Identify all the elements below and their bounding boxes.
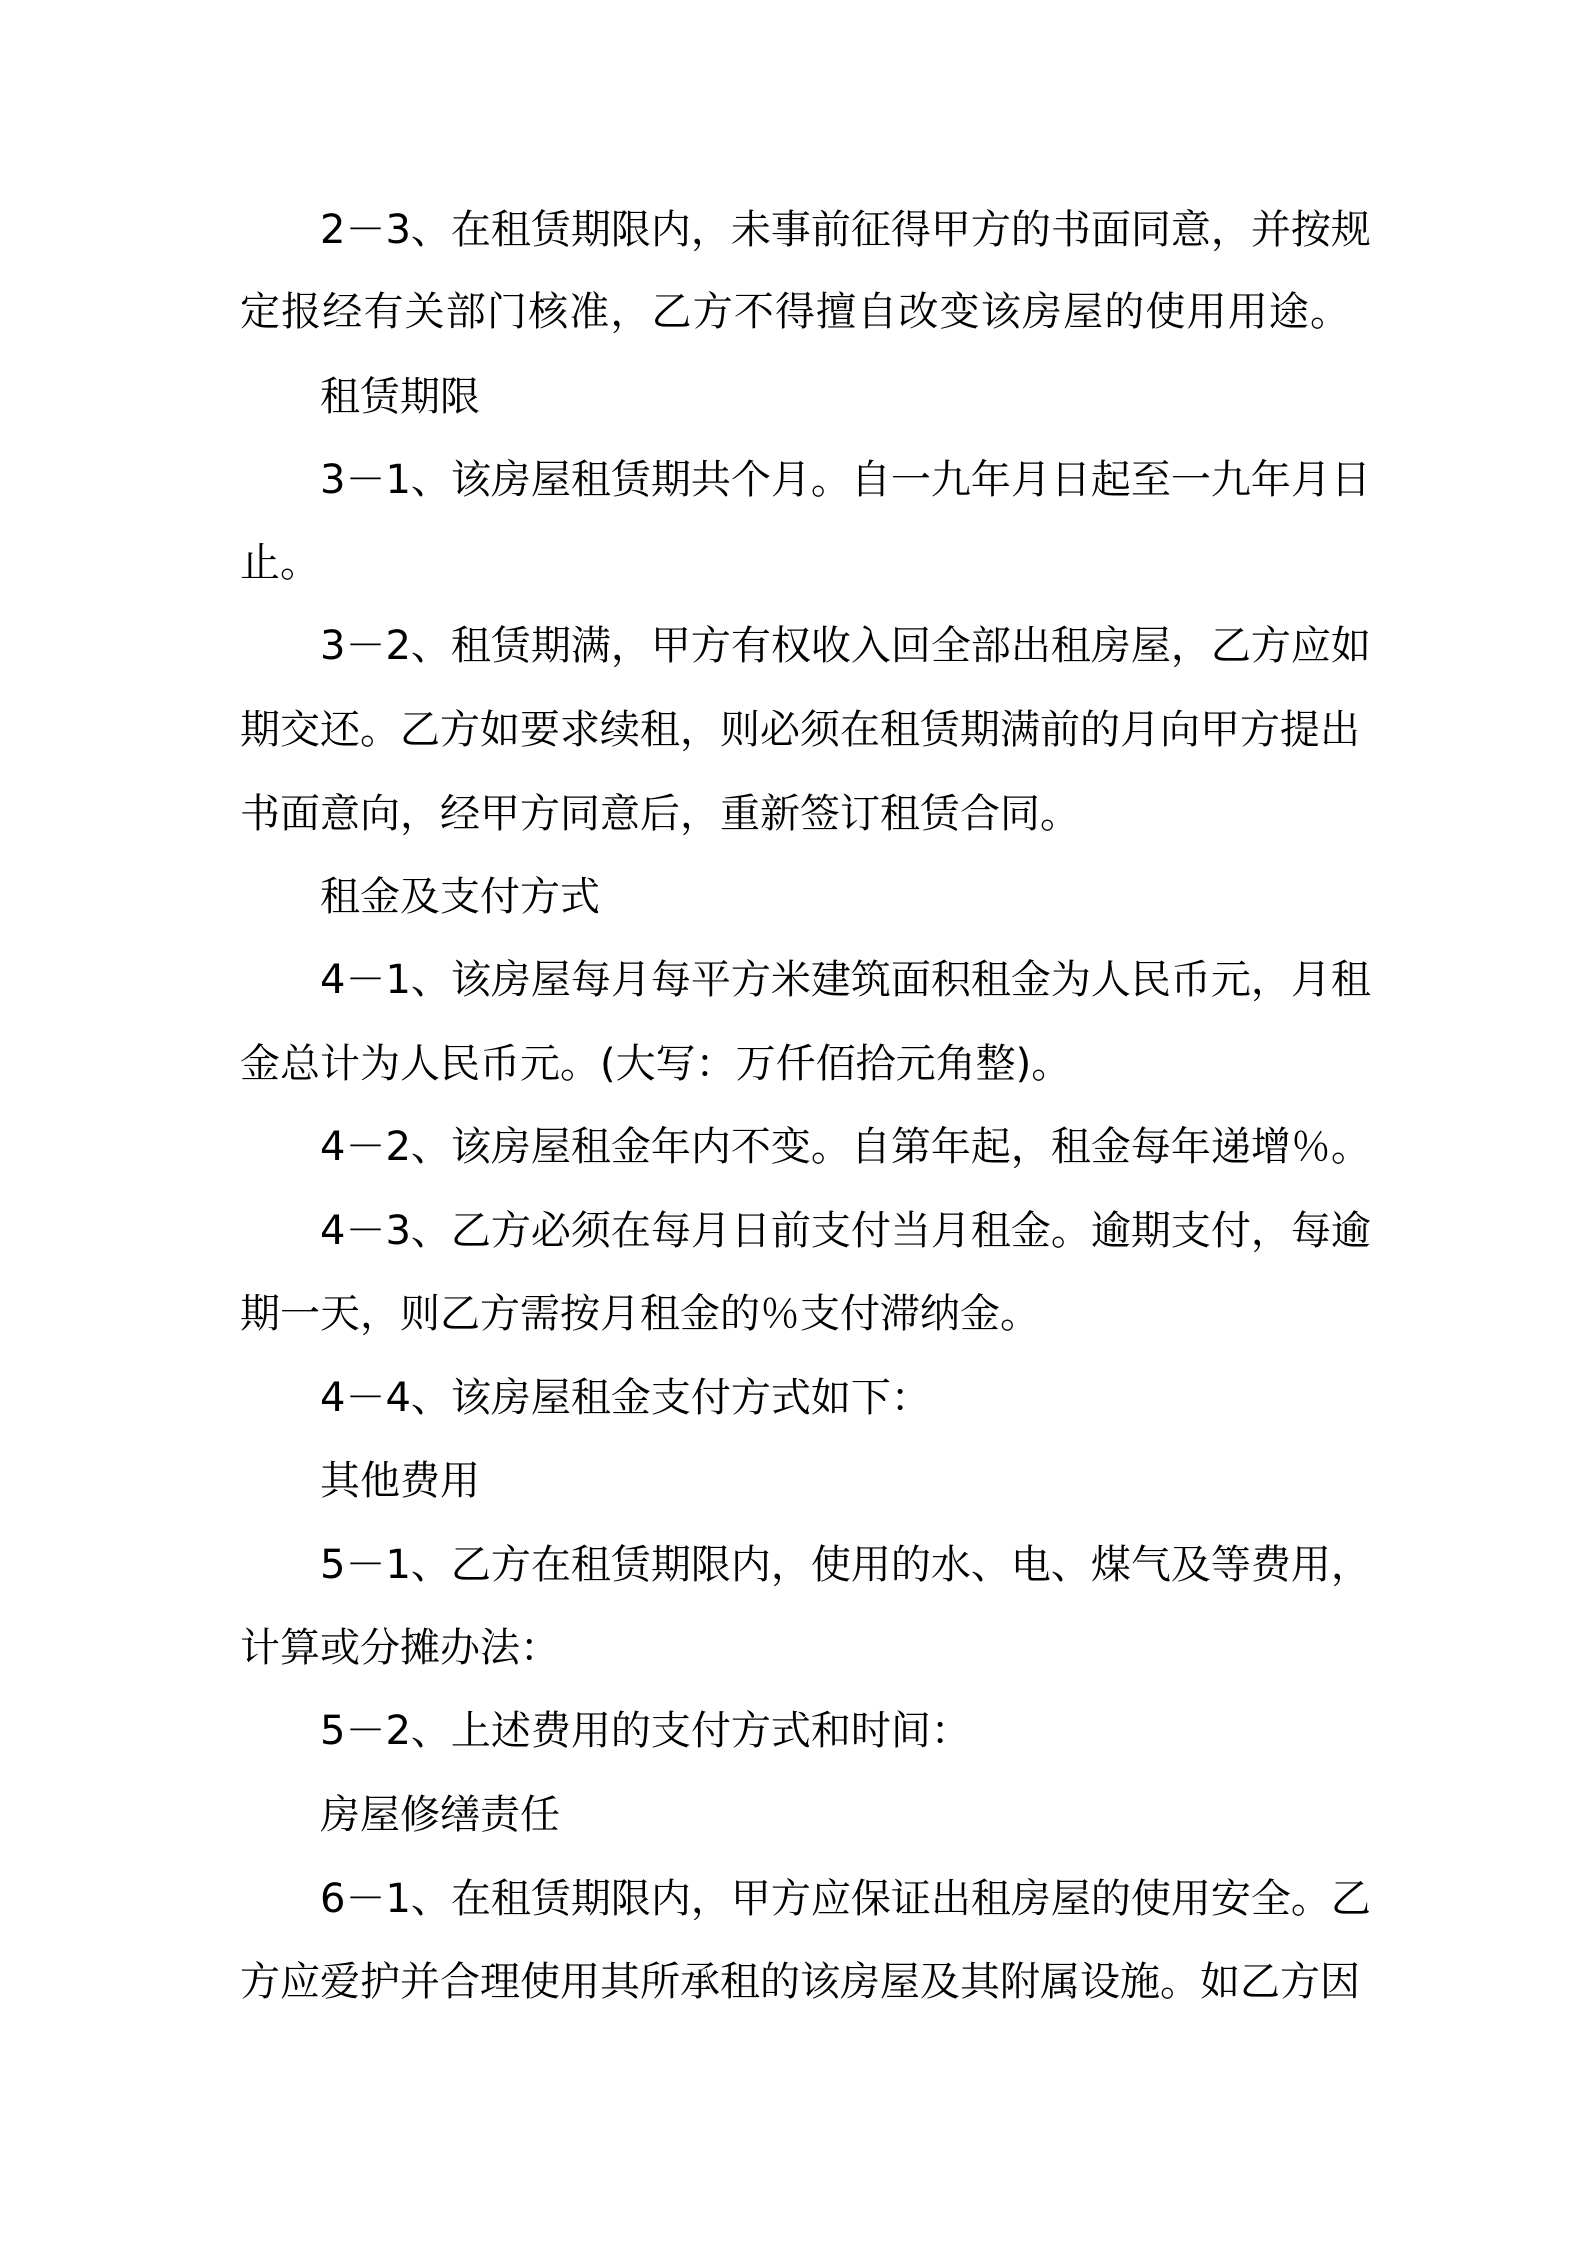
paragraph-5-2: 5－2、上述费用的支付方式和时间：	[320, 1708, 971, 1754]
paragraph-4-2: 4－2、该房屋租金年内不变。自第年起，租金每年递增％。	[320, 1124, 1371, 1170]
paragraph-3-1-line-2: 止。	[240, 540, 320, 586]
paragraph-3-2-line-2: 期交还。乙方如要求续租，则必须在租赁期满前的月向甲方提出	[240, 707, 1360, 753]
heading-repair-responsibility: 房屋修缮责任	[320, 1792, 560, 1838]
paragraph-4-4: 4－4、该房屋租金支付方式如下：	[320, 1375, 931, 1421]
paragraph-3-2-line-1: 3－2、租赁期满，甲方有权收入回全部出租房屋，乙方应如	[320, 623, 1371, 669]
heading-lease-term: 租赁期限	[320, 374, 480, 420]
paragraph-3-2-line-3: 书面意向，经甲方同意后，重新签订租赁合同。	[240, 791, 1080, 837]
paragraph-4-3-line-2: 期一天，则乙方需按月租金的％支付滞纳金。	[240, 1291, 1040, 1337]
paragraph-4-1-line-2: 金总计为人民币元。(大写：万仟佰拾元角整)。	[240, 1041, 1072, 1087]
paragraph-4-1-line-1: 4－1、该房屋每月每平方米建筑面积租金为人民币元，月租	[320, 957, 1371, 1003]
paragraph-5-1-line-2: 计算或分摊办法：	[240, 1625, 560, 1671]
paragraph-2-3-line-2: 定报经有关部门核准，乙方不得擅自改变该房屋的使用用途。	[240, 289, 1350, 335]
paragraph-6-1-line-2: 方应爱护并合理使用其所承租的该房屋及其附属设施。如乙方因	[240, 1959, 1360, 2005]
paragraph-3-1-line-1: 3－1、该房屋租赁期共个月。自一九年月日起至一九年月日	[320, 457, 1371, 503]
heading-other-fees: 其他费用	[320, 1458, 480, 1504]
paragraph-5-1-line-1: 5－1、乙方在租赁期限内，使用的水、电、煤气及等费用，	[320, 1542, 1371, 1588]
paragraph-4-3-line-1: 4－3、乙方必须在每月日前支付当月租金。逾期支付，每逾	[320, 1208, 1371, 1254]
paragraph-2-3-line-1: 2－3、在租赁期限内，未事前征得甲方的书面同意，并按规	[320, 207, 1371, 253]
heading-rent-and-payment: 租金及支付方式	[320, 874, 600, 920]
paragraph-6-1-line-1: 6－1、在租赁期限内，甲方应保证出租房屋的使用安全。乙	[320, 1876, 1371, 1922]
